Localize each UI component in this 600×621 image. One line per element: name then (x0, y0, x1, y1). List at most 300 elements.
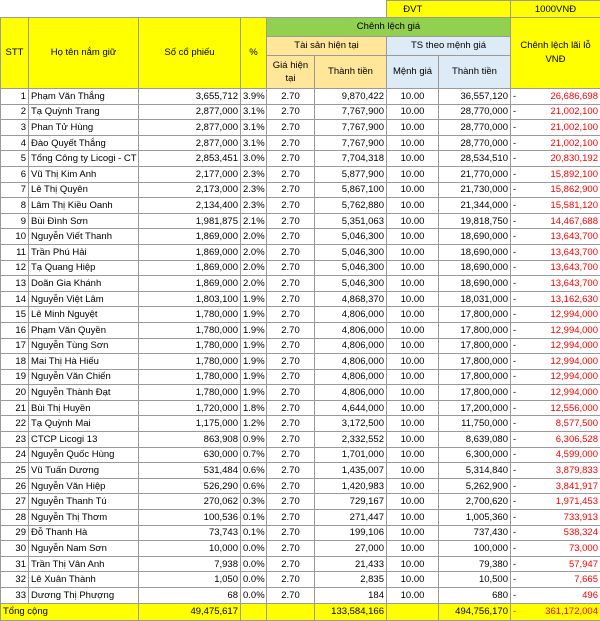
row-amount-current: 7,767,900 (315, 120, 387, 136)
unit-label: ĐVT (387, 1, 439, 18)
row-amount-par: 680 (439, 588, 511, 604)
row-par-value: 10.00 (387, 89, 439, 105)
row-amount-current: 27,000 (315, 541, 387, 557)
table-row (1, 385, 600, 401)
row-pl-dash: - (513, 325, 516, 336)
row-name: Lê Minh Nguyệt (29, 307, 139, 323)
row-percent: 0.0% (241, 541, 267, 557)
row-pl-cell (511, 572, 600, 588)
row-pl-dash: - (513, 496, 516, 507)
row-pl-cell (511, 104, 600, 120)
row-pl-cell (511, 244, 600, 260)
table-row (1, 213, 600, 229)
row-amount-current: 1,420,983 (315, 478, 387, 494)
row-stt: 5 (1, 151, 29, 167)
row-current-price: 2.70 (267, 260, 315, 276)
table-row (1, 104, 600, 120)
row-amount-current: 7,704,318 (315, 151, 387, 167)
row-amount-par: 18,031,000 (439, 291, 511, 307)
row-pl-cell (511, 135, 600, 151)
row-pl-dash: - (513, 512, 516, 523)
total-amount-par: 494,756,170 (439, 603, 511, 620)
row-par-value: 10.00 (387, 588, 439, 604)
row-amount-par: 21,730,000 (439, 182, 511, 198)
row-percent: 2.1% (241, 213, 267, 229)
row-pl: 8,577,500 (556, 418, 598, 429)
row-amount-par: 28,534,510 (439, 151, 511, 167)
row-par-value: 10.00 (387, 510, 439, 526)
row-current-price: 2.70 (267, 182, 315, 198)
row-shares: 2,877,000 (139, 120, 241, 136)
row-pl-dash: - (513, 247, 516, 258)
row-pl-cell (511, 307, 600, 323)
table-row (1, 307, 600, 323)
row-pl-cell (511, 89, 600, 105)
row-percent: 2.0% (241, 260, 267, 276)
row-pl: 73,000 (569, 543, 598, 554)
table-row (1, 556, 600, 572)
row-current-price: 2.70 (267, 432, 315, 448)
row-shares: 73,743 (139, 525, 241, 541)
row-current-price: 2.70 (267, 541, 315, 557)
row-name: Lê Xuân Thành (29, 572, 139, 588)
row-par-value: 10.00 (387, 463, 439, 479)
row-name: Nguyễn Thị Thơm (29, 510, 139, 526)
row-percent: 1.9% (241, 291, 267, 307)
table-row (1, 369, 600, 385)
table-row (1, 354, 600, 370)
row-stt: 18 (1, 354, 29, 370)
row-stt: 3 (1, 120, 29, 136)
row-amount-current: 4,806,000 (315, 354, 387, 370)
row-pl-dash: - (513, 340, 516, 351)
row-amount-current: 271,447 (315, 510, 387, 526)
row-amount-current: 3,172,500 (315, 416, 387, 432)
row-percent: 3.1% (241, 104, 267, 120)
table-row (1, 338, 600, 354)
row-amount-par: 1,005,360 (439, 510, 511, 526)
row-shares: 630,000 (139, 447, 241, 463)
row-pl-cell (511, 525, 600, 541)
row-percent: 0.0% (241, 588, 267, 604)
row-stt: 26 (1, 478, 29, 494)
row-pl: 13,162,630 (550, 294, 598, 305)
row-pl-dash: - (513, 309, 516, 320)
row-shares: 1,981,875 (139, 213, 241, 229)
row-pl-cell (511, 213, 600, 229)
row-percent: 0.6% (241, 478, 267, 494)
row-shares: 1,869,000 (139, 276, 241, 292)
row-pl: 538,324 (564, 527, 598, 538)
row-current-price: 2.70 (267, 198, 315, 214)
row-amount-par: 28,770,000 (439, 120, 511, 136)
row-stt: 8 (1, 198, 29, 214)
row-pl-dash: - (513, 91, 516, 102)
row-amount-current: 4,806,000 (315, 369, 387, 385)
row-name: Phạm Văn Thắng (29, 89, 139, 105)
row-amount-par: 17,800,000 (439, 369, 511, 385)
row-percent: 3.1% (241, 135, 267, 151)
row-percent: 0.0% (241, 572, 267, 588)
row-stt: 31 (1, 556, 29, 572)
row-name: Phạm Văn Quyền (29, 322, 139, 338)
table-row (1, 432, 600, 448)
row-shares: 1,869,000 (139, 244, 241, 260)
row-current-price: 2.70 (267, 572, 315, 588)
col-header-par-assets: TS theo mệnh giá (387, 37, 511, 56)
total-label: Tổng cộng (1, 603, 139, 620)
row-current-price: 2.70 (267, 369, 315, 385)
row-current-price: 2.70 (267, 291, 315, 307)
row-name: Nguyễn Thanh Tú (29, 494, 139, 510)
row-percent: 1.9% (241, 338, 267, 354)
row-current-price: 2.70 (267, 322, 315, 338)
table-row (1, 260, 600, 276)
row-name: Tạ Quang Hiệp (29, 260, 139, 276)
row-stt: 28 (1, 510, 29, 526)
row-stt: 29 (1, 525, 29, 541)
total-amount-current: 133,584,166 (315, 603, 387, 620)
row-stt: 9 (1, 213, 29, 229)
row-pl-dash: - (513, 153, 516, 164)
row-pl-dash: - (513, 481, 516, 492)
row-pl-cell (511, 198, 600, 214)
row-par-value: 10.00 (387, 291, 439, 307)
row-stt: 4 (1, 135, 29, 151)
row-amount-current: 729,167 (315, 494, 387, 510)
row-amount-par: 10,500 (439, 572, 511, 588)
row-stt: 13 (1, 276, 29, 292)
row-pl: 1,971,453 (556, 496, 598, 507)
row-amount-current: 2,332,552 (315, 432, 387, 448)
row-amount-par: 6,300,000 (439, 447, 511, 463)
row-amount-current: 5,046,300 (315, 276, 387, 292)
row-shares: 1,780,000 (139, 354, 241, 370)
row-stt: 33 (1, 588, 29, 604)
row-current-price: 2.70 (267, 416, 315, 432)
total-pl: 361,172,004 (545, 606, 598, 617)
row-pl: 4,599,000 (556, 449, 598, 460)
row-pl-cell (511, 260, 600, 276)
row-pl: 12,994,000 (550, 325, 598, 336)
row-stt: 6 (1, 166, 29, 182)
row-pl: 12,994,000 (550, 356, 598, 367)
row-stt: 12 (1, 260, 29, 276)
row-name: Đỗ Thanh Hà (29, 525, 139, 541)
row-stt: 17 (1, 338, 29, 354)
row-shares: 863,908 (139, 432, 241, 448)
col-header-pl: Chênh lệch lãi lỗ VNĐ (511, 18, 600, 89)
row-name: Nguyễn Thành Đạt (29, 385, 139, 401)
row-par-value: 10.00 (387, 322, 439, 338)
row-pl-cell (511, 588, 600, 604)
row-name: Lê Thị Quyên (29, 182, 139, 198)
row-name: Bùi Thị Huyền (29, 400, 139, 416)
row-pl: 15,581,120 (550, 200, 598, 211)
table-row (1, 229, 600, 245)
row-pl: 13,643,700 (550, 278, 598, 289)
row-stt: 16 (1, 322, 29, 338)
row-par-value: 10.00 (387, 416, 439, 432)
row-par-value: 10.00 (387, 182, 439, 198)
row-stt: 10 (1, 229, 29, 245)
row-pl-cell (511, 151, 600, 167)
row-par-value: 10.00 (387, 432, 439, 448)
row-percent: 2.0% (241, 229, 267, 245)
total-pl-dash: - (513, 606, 516, 617)
row-pl-dash: - (513, 449, 516, 460)
table-row (1, 447, 600, 463)
row-pl-dash: - (513, 543, 516, 554)
row-pl-cell (511, 478, 600, 494)
row-pl: 57,947 (569, 559, 598, 570)
row-stt: 27 (1, 494, 29, 510)
row-name: Nguyễn Quốc Hùng (29, 447, 139, 463)
row-par-value: 10.00 (387, 478, 439, 494)
row-current-price: 2.70 (267, 166, 315, 182)
row-percent: 1.9% (241, 307, 267, 323)
row-amount-current: 5,046,300 (315, 260, 387, 276)
row-amount-par: 28,770,000 (439, 135, 511, 151)
row-pl: 15,862,900 (550, 184, 598, 195)
row-name: Trần Thị Vân Anh (29, 556, 139, 572)
row-pl-cell (511, 338, 600, 354)
row-amount-par: 100,000 (439, 541, 511, 557)
row-current-price: 2.70 (267, 338, 315, 354)
row-amount-current: 21,433 (315, 556, 387, 572)
row-par-value: 10.00 (387, 354, 439, 370)
row-shares: 1,869,000 (139, 260, 241, 276)
row-amount-current: 4,806,000 (315, 338, 387, 354)
row-stt: 24 (1, 447, 29, 463)
row-amount-par: 5,314,840 (439, 463, 511, 479)
row-shares: 100,536 (139, 510, 241, 526)
row-amount-par: 17,800,000 (439, 385, 511, 401)
row-par-value: 10.00 (387, 229, 439, 245)
row-shares: 1,780,000 (139, 307, 241, 323)
table-row (1, 510, 600, 526)
row-pl-cell (511, 385, 600, 401)
row-par-value: 10.00 (387, 104, 439, 120)
row-stt: 25 (1, 463, 29, 479)
row-pl-dash: - (513, 294, 516, 305)
row-current-price: 2.70 (267, 556, 315, 572)
row-current-price: 2.70 (267, 213, 315, 229)
col-header-par-value: Mệnh giá (387, 56, 439, 89)
table-row (1, 182, 600, 198)
row-amount-par: 17,800,000 (439, 354, 511, 370)
row-shares: 1,780,000 (139, 322, 241, 338)
row-pl: 733,913 (564, 512, 598, 523)
col-header-shares: Số cổ phiếu (139, 18, 241, 89)
row-amount-par: 18,690,000 (439, 229, 511, 245)
row-amount-current: 1,701,000 (315, 447, 387, 463)
row-pl-dash: - (513, 169, 516, 180)
row-name: Nguyễn Văn Chiến (29, 369, 139, 385)
row-pl-cell (511, 291, 600, 307)
row-percent: 0.6% (241, 463, 267, 479)
col-header-current-assets: Tài sản hiện tại (267, 37, 387, 56)
row-stt: 2 (1, 104, 29, 120)
row-par-value: 10.00 (387, 369, 439, 385)
row-pl-cell (511, 322, 600, 338)
row-current-price: 2.70 (267, 400, 315, 416)
row-pl-dash: - (513, 356, 516, 367)
row-name: Mai Thị Hà Hiếu (29, 354, 139, 370)
row-pl-dash: - (513, 106, 516, 117)
row-name: Bùi Đình Sơn (29, 213, 139, 229)
unit-value: 1000VNĐ (511, 1, 600, 18)
row-shares: 2,173,000 (139, 182, 241, 198)
row-name: Tạ Quỳnh Trang (29, 104, 139, 120)
row-amount-current: 4,868,370 (315, 291, 387, 307)
row-name: Nguyễn Tùng Sơn (29, 338, 139, 354)
row-pl: 7,665 (574, 574, 598, 585)
row-pl-cell (511, 120, 600, 136)
row-amount-current: 4,644,000 (315, 400, 387, 416)
row-percent: 2.0% (241, 276, 267, 292)
row-shares: 2,877,000 (139, 104, 241, 120)
row-name: Đào Quyết Thắng (29, 135, 139, 151)
row-current-price: 2.70 (267, 588, 315, 604)
row-pl-cell (511, 400, 600, 416)
table-row (1, 400, 600, 416)
row-stt: 22 (1, 416, 29, 432)
row-pl: 12,994,000 (550, 309, 598, 320)
row-current-price: 2.70 (267, 447, 315, 463)
row-amount-par: 17,800,000 (439, 307, 511, 323)
row-name: Doãn Gia Khánh (29, 276, 139, 292)
row-pl-dash: - (513, 559, 516, 570)
row-pl-dash: - (513, 231, 516, 242)
row-current-price: 2.70 (267, 385, 315, 401)
row-name: Phan Tử Hùng (29, 120, 139, 136)
row-pl: 14,467,688 (550, 216, 598, 227)
table-row (1, 135, 600, 151)
row-pl-cell (511, 369, 600, 385)
table-row (1, 588, 600, 604)
row-stt: 1 (1, 89, 29, 105)
row-current-price: 2.70 (267, 151, 315, 167)
row-amount-current: 184 (315, 588, 387, 604)
row-current-price: 2.70 (267, 135, 315, 151)
row-stt: 11 (1, 244, 29, 260)
row-current-price: 2.70 (267, 525, 315, 541)
table-row (1, 463, 600, 479)
row-amount-par: 79,380 (439, 556, 511, 572)
row-percent: 2.3% (241, 182, 267, 198)
row-shares: 1,780,000 (139, 369, 241, 385)
row-current-price: 2.70 (267, 89, 315, 105)
row-percent: 1.8% (241, 400, 267, 416)
row-pl-cell (511, 541, 600, 557)
row-stt: 14 (1, 291, 29, 307)
row-pl: 3,879,833 (556, 465, 598, 476)
row-stt: 19 (1, 369, 29, 385)
row-name: Nguyễn Việt Lâm (29, 291, 139, 307)
row-par-value: 10.00 (387, 494, 439, 510)
row-shares: 1,780,000 (139, 385, 241, 401)
row-shares: 2,853,451 (139, 151, 241, 167)
row-pl-dash: - (513, 434, 516, 445)
table-row (1, 166, 600, 182)
row-percent: 3.0% (241, 151, 267, 167)
col-header-current-price: Giá hiện tại (267, 56, 315, 89)
row-name: Vũ Thị Kim Anh (29, 166, 139, 182)
row-pl: 21,002,100 (550, 122, 598, 133)
row-stt: 30 (1, 541, 29, 557)
row-pl: 12,994,000 (550, 340, 598, 351)
row-percent: 2.0% (241, 244, 267, 260)
row-pl: 21,002,100 (550, 138, 598, 149)
row-par-value: 10.00 (387, 400, 439, 416)
table-row (1, 416, 600, 432)
row-pl-dash: - (513, 200, 516, 211)
table-row (1, 244, 600, 260)
row-pl-cell (511, 229, 600, 245)
row-percent: 2.3% (241, 166, 267, 182)
row-name: Dương Thị Phượng (29, 588, 139, 604)
row-current-price: 2.70 (267, 229, 315, 245)
row-par-value: 10.00 (387, 307, 439, 323)
row-pl-dash: - (513, 465, 516, 476)
table-row (1, 198, 600, 214)
row-shares: 1,780,000 (139, 338, 241, 354)
row-current-price: 2.70 (267, 510, 315, 526)
row-amount-par: 17,200,000 (439, 400, 511, 416)
row-pl-cell (511, 166, 600, 182)
table-row (1, 120, 600, 136)
row-shares: 2,134,400 (139, 198, 241, 214)
row-name: CTCP Licogi 13 (29, 432, 139, 448)
row-stt: 21 (1, 400, 29, 416)
row-percent: 1.9% (241, 354, 267, 370)
row-name: Nguyễn Viết Thanh (29, 229, 139, 245)
row-pl-dash: - (513, 527, 516, 538)
row-pl: 3,841,917 (556, 481, 598, 492)
row-pl-dash: - (513, 122, 516, 133)
row-amount-current: 5,867,100 (315, 182, 387, 198)
row-pl-cell (511, 416, 600, 432)
table-row (1, 89, 600, 105)
row-amount-current: 199,106 (315, 525, 387, 541)
row-pl: 13,643,700 (550, 247, 598, 258)
row-current-price: 2.70 (267, 307, 315, 323)
row-amount-current: 5,046,300 (315, 244, 387, 260)
row-amount-par: 36,557,120 (439, 89, 511, 105)
row-shares: 531,484 (139, 463, 241, 479)
row-percent: 3.1% (241, 120, 267, 136)
row-amount-par: 8,639,080 (439, 432, 511, 448)
row-pl-cell (511, 494, 600, 510)
row-amount-current: 5,046,300 (315, 229, 387, 245)
row-pl-dash: - (513, 262, 516, 273)
row-par-value: 10.00 (387, 447, 439, 463)
row-current-price: 2.70 (267, 463, 315, 479)
row-pl-dash: - (513, 216, 516, 227)
row-amount-current: 4,806,000 (315, 322, 387, 338)
table-row (1, 276, 600, 292)
table-row (1, 291, 600, 307)
row-amount-current: 4,806,000 (315, 385, 387, 401)
row-shares: 1,803,100 (139, 291, 241, 307)
row-par-value: 10.00 (387, 541, 439, 557)
row-name: Tổng Công ty Licogi - CT (29, 151, 139, 167)
row-stt: 15 (1, 307, 29, 323)
row-name: Tạ Quỳnh Mai (29, 416, 139, 432)
row-amount-par: 21,344,000 (439, 198, 511, 214)
col-header-name: Họ tên nắm giữ (29, 18, 139, 89)
